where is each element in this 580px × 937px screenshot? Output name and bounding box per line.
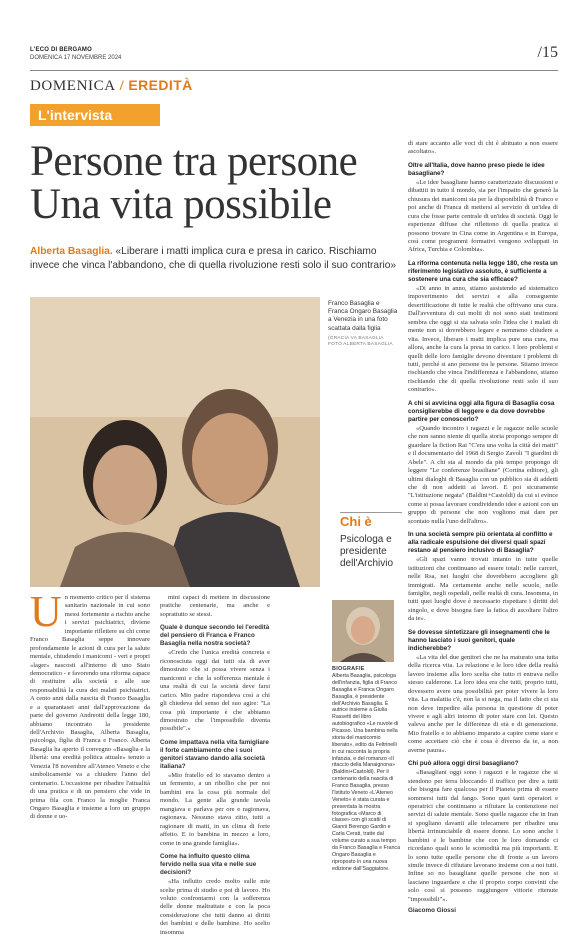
column-1-text: n momento critico per il sistema sanitario nazionale in cui sono messi fortemente a rischio anche i servizi psichiatrici, diviene importante riflettere su chi come Franco Basaglia seppe innovare profondamente le azioni di cura per la salute mentale, chiudendo i manicomi - veri e propri «lager» nascosti all'interno di uno Stato democratico - e favorendo una riforma capace di restituire alla società e alle sue responsabilità la cura dei malati psichiatrici. A cento anni dalla nascita di Franco Basaglia e a quarantasei anni dall'approvazione da parte del governo Andreotti della legge 180, abbiamo incontrato la presidente dell'Archivio Basaglia, Alberta Basaglia, psicologa, figlia di Franca e Franco. Alberta Basaglia ha aperto il convegno «Basaglia e la libertà: una eredità politica attuale» tenuto a Venezia l'8 novembre all'Ateneo Veneto e che simbolicamente va a chiudere l'anno del centenario. L'occasione per ribadire l'attualità di una pratica e di un pensiero che vide in prima fila con Franco la moglie Franca Ongaro Basaglia e insieme a loro un gruppo di donne e uo- — [30, 594, 150, 821]
section-header — [30, 77, 193, 95]
section-sub: EREDITÀ — [128, 77, 193, 93]
answer: «Basagliani oggi sono i ragazzi e le ragazze che si stendono per terra bloccando il traffico per dire a tutti che bisogna fare qualcosa per il Pianeta prima di essere sommersi tutti dal fango. Sono quei tanti operatori e operatrici che continuano a rifiutare la contenzione nei servizi di salute mentale. Sono quelle ragazze che in Iran si spogliano davanti alle telecamere per ribadire una libertà irrinunciabile di essere donne. Lo sono anche i bambini e le bambine che con le loro domande ci ricordano quali sono le scomodità ma più importanti. E lo sono tutte quelle persone che di fronte a un lavoro simile invece di rifiutare lavorano insieme con a noi tutti. Infine so no basagliane quelle persone che non si lasciano inguardare e che il proprio corpo convinti che solo così si possono raggiungere vittorie ritenute "impossibili"». — [408, 769, 558, 903]
section-main: DOMENICA — [30, 78, 116, 94]
article-column-2 — [160, 594, 270, 936]
answer: «Mio fratello ed io stavamo dentro a un fermento, a un ribollio che per noi bambini era la cosa più normale del mondo. La gente alla grande tavola mangiava e parlava per ore e ragionava, ragionava. Nessuno stava zitto, tutti a ragionare di matti, in un clima di forte affetto. E io bambina in mezzo a loro, come in una grande famiglia». — [160, 772, 270, 847]
answer: «Gli spazi vanno trovati intanto in tutte quelle istituzioni che continuano ad essere totali: nelle carceri, nelle Rsa, nei luoghi che dovrebbero accogliere gli immigrati. Ma certamente anche nelle scuole, nelle famiglie, negli ospedali, nelle realtà di cura. Insomma, in tutti quei luoghi dove è necessario rispettare i diritti del singolo, e dove bisogna fare la fatica di ascoltare l'altro da te». — [408, 556, 558, 623]
main-photo — [30, 297, 320, 587]
answer: «Di anno in anno, stiamo assistendo ad sistematico impoverimento dei servizi e alla conseguente desertificazione di tutte le realtà che offrivano una cura. Dall'avventura di cui molti di noi sono stati testimoni sembra che oggi si sia salvata solo l'idea che i malati di mente non si dovrebbero legare e nemmeno chiudere a vita. Invece, liberare i matti implica pure una cura, ma allora, anche la cura la presa in carico. I loro problemi e quelli delle loro famiglie devono diventare i problemi di tutti, perché si ano persone tra le persone. Stiamo invece rischiando che vinca l'indifferenza e l'abbandono, stiamo rischiando che di quella rivoluzione resti solo il suo contrario». — [408, 285, 558, 394]
answer: «Ha influito credo molto sulle mie scelte prima di studio e poi di lavoro. Ho voluto confrontarmi con la sofferenza delle donne maltrattate e con la poca considerazione che tutti danno ai diritti dei bambini e delle bambine. Ho scelto insomma — [160, 878, 270, 936]
page-number: /15 — [537, 44, 558, 61]
masthead — [30, 47, 121, 62]
bio-label: BIOGRAFIE — [332, 666, 365, 672]
headline-line-2: Una vita possibile — [30, 181, 332, 228]
question: Quale è dunque secondo lei l'eredità del pensiero di Franca e Franco Basaglia nella nostra società? — [160, 624, 270, 648]
drop-cap: U — [30, 587, 62, 636]
caption-text: Franco Basaglia e Franca Ongaro Basaglia a Venezia in una foto scattata dalla figlia — [328, 300, 398, 332]
question: A chi si avvicina oggi alla figura di Basaglia cosa consiglierebbe di leggere e da dove dovrebbe partire per conoscerlo? — [408, 399, 555, 423]
photo-illustration — [30, 297, 320, 587]
standfirst — [30, 245, 400, 273]
bio-text: Alberta Basaglia, psicologa dell'infanzia, figlia di Franco Basaglia e Franca Ongaro Basaglia, è presidente dell'Archivio Basaglia. È autrice insieme a Giulia Rassetti del libro autobiografico «Le nuvole di Picasso. Una bambina nella storia del manicomio liberato», edito da Feltrinelli in cui racconta la propria infanzia, e del romanzo «Il ritaccio della Manaignona» (Baldini+Castoldi). Per il centenario della nascita di Franco Basaglia, presso l'Istituto Veneto «L'Ateneo Veneto» è stata curata e presentata la mostra fotografica «Marco di classe» con gli scatti di Gianni Berengo Gardin e Carla Cerati, tratte dal volume curato a sua tempo da Franco Basaglia e Franca Ongaro Basaglia e riproposto in una nuova edizione dall'Saggiatore. — [332, 673, 401, 872]
article-column-right — [408, 140, 558, 915]
photo-credit: (GRACIA VA BASAGLIA FOTO ALBERTA BASAGLIA — [328, 335, 393, 347]
article-tag: L'intervista — [30, 104, 160, 126]
question: Oltre all'Italia, dove hanno preso piede le idee basagliane? — [408, 161, 545, 177]
author-signature: Giacomo Giossi — [408, 907, 456, 915]
portrait-photo — [332, 600, 394, 662]
answer: «Le idee basagliane hanno caratterizzato discussioni e dibattiti in tutto il mondo, sia per l'impatto che generò la chiusura dei manicomi sia per la disponibilità di Franco e poi anche di Franca di mettersi al servizio di un'idea di cura che fosse parte centrale di un'idea di società. Oggi le esperienze diffuse che riflettono di quella pratica si possono trovare in Cina come in Argentina e in Europa, così come programmi formativi vengono sviluppati in Africa, Turchia e Colombia». — [408, 178, 558, 254]
answer: «Credo che l'unica eredità concreta e riconosciuta oggi dai tutti sia di aver dimostrato che si possa vivere senza i manicomi e che la sofferenza mentale è una realtà di cui la società deve farsi carico. Mio padre rispondeva così a chi gli chiedeva del senso del suo agire: "La cosa più importante è che abbiamo dimostrato che l'impossibile diventa possibile".» — [160, 649, 270, 733]
standfirst-text: «Liberare i matti implica cura e presa in carico. Rischiamo invece che vinca l'abbandono, che di quella rivoluzione resti solo il suo contrario» — [30, 246, 397, 272]
interviewee-name: Alberta Basaglia. — [30, 246, 113, 257]
article-column-1 — [30, 587, 150, 829]
issue-date: DOMENICA 17 NOVEMBRE 2024 — [30, 54, 122, 61]
question: Come ha influito questo clima fervido nella sua vita e nelle sue decisioni? — [160, 852, 257, 877]
question: La riforma contenuta nella legge 180, che resta un riferimento legislativo assoluto, è sufficiente a sostenere una cura che sia efficace? — [408, 259, 558, 283]
answer: «Quando incontro i ragazzi e le ragazze nelle scuole che non sanno niente di quella storia propongo sempre di guardare la fiction Rai "C'era una volta la città dei matti" e il documentario del 1968 di Sergio Zavoli "I giardini di Abele". A chi sta al mondo da più tempo propongo di leggere "Le conferenze brasiliane" (Cortina editore), gli ultimi dialoghi di Basaglia con un pubblico sia di addetti che di non addetti ai lavori. E poi sicuramente "L'istituzione negata" (Baldini+Castoldi) da cui si evince come si possa lavorare condividendo idee e azioni con un gruppo di persone che non vogliono mai dare per scontato nulla l'uno dell'altro». — [408, 424, 558, 525]
answer: «La vita del due genitori che ne ha maturato una tutta della ricerca vita. La relazione e le loro idee della realtà lavoro insieme alla loro scelta che tutto ri entrava nello stesso calderone. La loro idea era che tutti, proprio tutti, dovessero avere una possibilità per poter vivere la loro vita. La malattia c'è, non la si nega, ma il fatto che ci sia non deve impedire alla persona in questione di poter vivere e agli altri intorno di poter stare con lei. Questo valeva anche per le differenze di età e di generazione. Mio fratello e io abbiamo imparato a capire come stare e come accettare ciò che è cosa è diverso da te, a non averne paura». — [408, 653, 558, 754]
sidebar-subtitle: Psicologa e presidente dell'Archivio — [340, 534, 394, 569]
headline — [30, 140, 400, 226]
question: Come impattava nella vita famigliare il forte cambiamento che i suoi genitori stavano dando alla società italiana? — [160, 738, 269, 770]
sidebar-rule — [340, 512, 402, 513]
headline-line-1: Persone tra persone — [30, 138, 358, 185]
portrait-illustration — [332, 600, 394, 662]
question: In una società sempre più orientata al conflitto e alla radicale espulsione dei diversi quali spazi restano al pensiero inclusivo di Basaglia? — [408, 531, 553, 555]
column-2-lead: mini capaci di mettere in discussione pratiche centenarie, ma anche e soprattutto se stessi. — [160, 594, 270, 618]
question: Se dovesse sintetizzare gli insegnamenti che le hanno lasciato i suoi genitori, quale indicherebbe? — [408, 628, 550, 652]
question: Chi può allora oggi dirsi basagliano? — [408, 760, 519, 768]
photo-caption — [328, 300, 398, 348]
section-slash: / — [119, 78, 125, 94]
answer: di stare accanto alle voci di chi è abituato a non essere ascoltato». — [408, 140, 558, 156]
top-rule — [30, 70, 558, 71]
newspaper-name: L'ECO DI BERGAMO — [30, 47, 92, 53]
sidebar-title: Chi è — [340, 514, 372, 529]
